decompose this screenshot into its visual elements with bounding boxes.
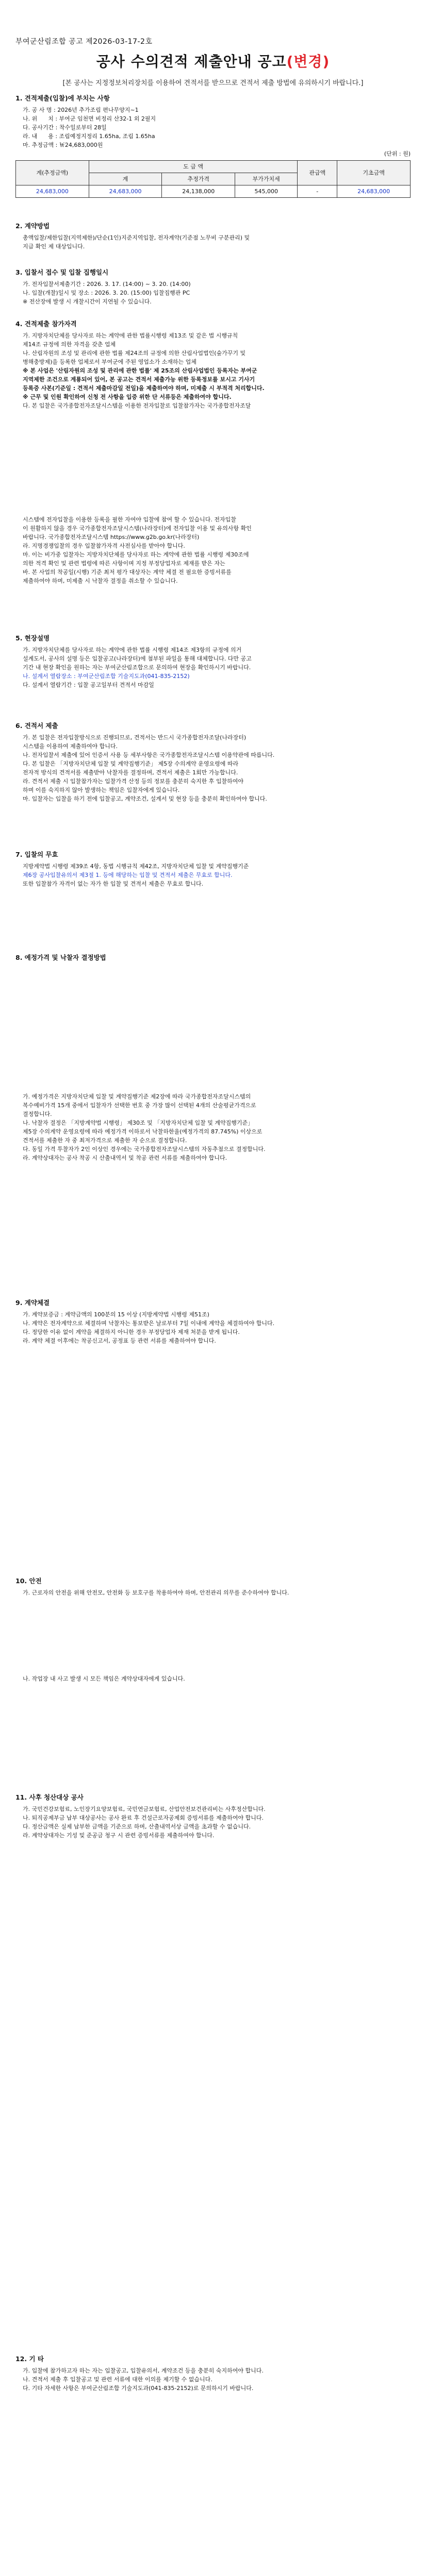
s4-line: ※ 근무 및 인원 확인하여 신청 전 사항을 입증 위한 단 서류등은 제출하여야 합니다. — [23, 394, 232, 400]
section-heading: 1. 견적제출(입찰)에 부치는 사항 — [15, 94, 110, 102]
table-cell: 24,138,000 — [162, 185, 235, 198]
table-cell: 545,000 — [235, 185, 298, 198]
s5-line: 다. 설계서 열람기간 : 입찰 공고일부터 견적서 마감일 — [23, 682, 154, 688]
title-main: 공사 수의견적 제출안내 공고 — [96, 53, 287, 70]
s6-line: 라. 견적서 제출 시 입찰참가자는 입찰가격 산정 등의 정보를 충분히 숙지한 후 입찰하여야 — [23, 778, 243, 785]
s4-line: 다. 본 입찰은 국가종합전자조달시스템을 이용한 전자입찰로 입찰참가자는 국가종합전자조달 — [23, 402, 251, 409]
s4b-line: 의한 적격 확인 및 관련 법령에 따른 사항이며 지정 부정당업자로 제재를 받은 자는 — [23, 560, 225, 567]
s4-line: 제14조 규정에 의한 자격을 갖춘 업체 — [23, 341, 116, 348]
section-heading: 9. 계약체결 — [15, 1299, 50, 1307]
table-header: 기초금액 — [337, 161, 411, 185]
unit-label: (단위 : 원) — [384, 150, 411, 157]
s8-line: 결정합니다. — [23, 1111, 52, 1117]
table-header: 계(추정금액) — [16, 161, 89, 185]
s3-line: ※ 전산장애 발생 시 개찰시간이 지연될 수 있습니다. — [23, 298, 152, 305]
s8-line: 복수예비가격 15개 중에서 입찰자가 선택한 번호 중 가장 많이 선택된 4개의 산술평균가격으로 — [23, 1102, 256, 1109]
s11-line: 나. 퇴직공제부금 납부 대상공사는 공사 완료 후 건설근로자공제회 증빙서류를 제출하여야 합니다. — [23, 1815, 264, 1821]
section-1 — [15, 94, 411, 201]
s3-line: 가. 전자입찰서제출기간 : 2026. 3. 17. (14:00) ~ 3. 20. (14:00) — [23, 281, 191, 287]
section-8 — [15, 953, 411, 965]
s12-line: 가. 입찰에 참가하고자 하는 자는 입찰공고, 입찰유의서, 계약조건 등을 충분히 숙지하여야 합니다. — [23, 2367, 264, 2374]
s4-line: 병해충방제)을 등록한 업체로서 부여군에 주된 영업소가 소재하는 업체 — [23, 359, 196, 365]
s9-line: 나. 계약은 전자계약으로 체결하며 낙찰자는 통보받은 날로부터 7일 이내에 계약을 체결하여야 합니다. — [23, 1320, 275, 1327]
table-cell: 24,683,000 — [16, 185, 89, 198]
s8-line: 가. 예정가격은 지방자치단체 입찰 및 계약집행기준 제2장에 따라 국가종합전자조달시스템의 — [23, 1093, 251, 1100]
table-header: 도 급 액 — [89, 161, 298, 173]
section-10 — [15, 1577, 411, 1597]
s8-line: 제5장 수의계약 운영요령에 따라 예정가격 이하로서 낙찰하한율(예정가격의 87.745%) 이상으로 — [23, 1128, 263, 1135]
s2-line: 지급 확인 제 대상입니다. — [23, 243, 85, 250]
s5-line: 기간 내 현장 확인을 원하는 자는 부여군산림조합으로 문의하여 현장을 확인하시기 바랍니다. — [23, 664, 251, 671]
s8-line: 견적서를 제출한 자 중 최저가격으로 제출한 자 순으로 결정합니다. — [23, 1137, 187, 1144]
s1-line: 라. 내 용 : 조림예정지정리 1.65ha, 조림 1.65ha — [23, 133, 155, 140]
s4-line: ※ 본 사업은 '산림자원의 조성 및 관리에 관한 법률' 제 25조의 산림사업법인 등록자는 부여군 — [23, 367, 257, 374]
title-changed-badge: (변경) — [286, 53, 330, 70]
section-5 — [15, 634, 411, 689]
s3-line: 나. 입찰(개찰)일시 및 장소 : 2026. 3. 20. (15:00) 입찰집행관 PC — [23, 290, 190, 296]
section-11 — [15, 1793, 411, 1840]
section-10-cont — [15, 1674, 411, 1683]
section-4 — [15, 319, 411, 410]
section-heading: 5. 현장설명 — [15, 634, 50, 642]
s11-line: 라. 계약상대자는 기성 및 준공금 청구 시 관련 증빙서류를 제출하여야 합니다. — [23, 1832, 215, 1839]
section-2 — [15, 222, 411, 251]
s2-line: 총액입찰/제한입찰(지역제한)/단순(1인)지준지역입찰, 전자계약(기준점 노무비 구분관리) 및 — [23, 234, 250, 241]
section-heading: 12. 기 타 — [15, 2355, 44, 2363]
section-heading: 8. 예정가격 및 낙찰자 결정방법 — [15, 954, 106, 961]
s9-line: 라. 계약 체결 이후에는 착공신고서, 공정표 등 관련 서류를 제출하여야 합니다. — [23, 1337, 216, 1344]
s5-line: 가. 지방자치단체를 당사자로 하는 계약에 관한 법률 시행령 제14조 제3항의 규정에 의거 — [23, 647, 242, 653]
table-cell: - — [298, 185, 337, 198]
s4b-line: 이 원활하지 않을 경우 국가종합전자조달시스템(나라장터)에 전자입찰 이용 및 유의사항 확인 — [23, 525, 252, 532]
section-heading: 10. 안전 — [15, 1577, 42, 1585]
s4b-line: 시스템에 전자입찰을 이용한 등록을 필한 자여야 입찰에 참여 할 수 있습니다. 전자입찰 — [23, 516, 236, 523]
s10-line: 가. 근로자의 안전을 위해 안전모, 안전화 등 보호구를 착용하여야 하며, 안전관리 의무를 준수하여야 합니다. — [23, 1589, 289, 1596]
s9-line: 다. 정당한 이유 없이 계약을 체결하지 아니한 경우 부정당업자 제재 처분을 받게 됩니다. — [23, 1329, 240, 1335]
s6-line: 전자적 방식의 견적서를 제출받아 낙찰자를 결정하며, 견적서 제출은 1회만 가능합니다. — [23, 769, 238, 776]
page-title — [0, 50, 426, 71]
section-heading: 3. 입찰서 접수 및 입찰 집행일시 — [15, 268, 109, 276]
s4b-line: 제출하여야 하며, 미제출 시 낙찰자 결정을 취소할 수 있습니다. — [23, 578, 178, 584]
table-cell: 24,683,000 — [89, 185, 162, 198]
section-6 — [15, 721, 411, 803]
section-heading: 2. 계약방법 — [15, 222, 50, 230]
s9-line: 가. 계약보증금 : 계약금액의 100분의 15 이상 (지방계약법 시행령 제51조) — [23, 1311, 209, 1318]
notice-number: 부여군산림조합 공고 제2026-03-17-2호 — [15, 38, 153, 46]
s4-line: 가. 지방자치단체를 당사자로 하는 계약에 관한 법률시행령 제13조 및 같은 법 시행규칙 — [23, 332, 238, 339]
s1-line: 가. 공 사 명 : 2026년 추가조림 편나무양지~1 — [23, 107, 139, 113]
section-heading: 11. 사후 청산대상 공사 — [15, 1793, 84, 1801]
section-heading: 4. 견적제출 참가자격 — [15, 320, 77, 328]
section-7 — [15, 850, 411, 888]
s8-line: 라. 계약상대자는 공사 착공 시 산출내역서 및 착공 관련 서류를 제출하여야 합니다. — [23, 1155, 227, 1161]
amount-table — [15, 160, 411, 198]
subtitle: [본 공사는 지정정보처리장치를 이용하여 견적서를 받으므로 견적서 제출 방법에 유의하시기 바랍니다.] — [62, 79, 364, 87]
section-heading: 6. 견적서 제출 — [15, 722, 58, 730]
section-4-cont — [15, 515, 411, 585]
table-header: 계 — [89, 173, 162, 185]
s6-line: 시스템을 이용하여 제출하여야 합니다. — [23, 743, 118, 750]
s6-line: 나. 전자입찰서 제출에 있어 인증서 사용 등 세부사항은 국가종합전자조달시스템 이용약관에 따릅니다. — [23, 752, 275, 758]
s7-line: 지방계약법 시행령 제39조 4항, 동법 시행규칙 제42조, 지방자치단체 입찰 및 계약집행기준 — [23, 863, 249, 870]
s1-line: 다. 공사기간 : 착수일로부터 28일 — [23, 124, 107, 131]
s6-line: 마. 입찰자는 입찰을 하기 전에 입찰공고, 계약조건, 설계서 및 현장 등을 충분히 확인하여야 합니다. — [23, 795, 267, 802]
s4b-line: 라. 지명경쟁입찰의 경우 입찰참가자격 사전심사를 받아야 합니다. — [23, 543, 185, 549]
s12-line: 나. 견적서 제출 후 입찰공고 및 관련 서류에 대한 이의를 제기할 수 없습니다. — [23, 2376, 212, 2383]
s4-line: 나. 산림자원의 조성 및 관리에 관한 법률 제24조의 규정에 의한 산림사업법인(숲가꾸기 및 — [23, 350, 246, 357]
s6-line: 다. 본 입찰은 「지방자치단체 입찰 및 계약집행기준」 제5장 수의계약 운영요령에 따라 — [23, 760, 239, 767]
table-cell: 24,683,000 — [337, 185, 411, 198]
table-header: 관급액 — [298, 161, 337, 185]
s4b-line: 바랍니다. 국가종합전자조달시스템 https://www.g2b.go.kr(나라장터) — [23, 534, 200, 540]
s7-line: 또한 입찰참가 자격이 없는 자가 한 입찰 및 견적서 제출은 무효로 합니다. — [23, 880, 204, 887]
s1-line: 나. 위 치 : 부여군 임천면 비정리 산32-1 외 2필지 — [23, 115, 156, 122]
section-3 — [15, 268, 411, 306]
section-9 — [15, 1298, 411, 1345]
table-header: 부가가치세 — [235, 173, 298, 185]
s8-line: 다. 동일 가격 투찰자가 2인 이상인 경우에는 국가종합전자조달시스템의 자동추첨으로 결정합니다. — [23, 1146, 266, 1153]
s10-line: 나. 작업장 내 사고 발생 시 모든 책임은 계약상대자에게 있습니다. — [23, 1675, 185, 1682]
section-8-body — [15, 1092, 411, 1162]
s5-line: 나. 설계서 열람장소 : 부여군산림조합 기술지도과(041-835-2152) — [23, 673, 190, 680]
s6-line: 가. 본 입찰은 전자입찰방식으로 진행되므로, 견적서는 반드시 국가종합전자조달(나라장터) — [23, 734, 247, 741]
s11-line: 다. 정산금액은 실제 납부한 금액을 기준으로 하며, 산출내역서상 금액을 초과할 수 없습니다. — [23, 1823, 251, 1830]
s7-line: 제6장 공사입찰유의서 제3절 1. 등에 해당하는 입찰 및 견적서 제출은 무효로 합니다. — [23, 872, 233, 878]
table-header: 추정가격 — [162, 173, 235, 185]
s4b-line: 바. 본 사업의 착공일(시행) 기준 최저 평가 대상자는 계약 체결 전 필요한 증빙서류를 — [23, 569, 232, 575]
section-12 — [15, 2354, 411, 2393]
s5-line: 설계도서, 공사의 설명 등은 입찰공고(나라장터)에 첨부된 파일을 통해 대체합니다. 다만 공고 — [23, 655, 252, 662]
s6-line: 하며 이를 숙지하지 않아 발생하는 책임은 입찰자에게 있습니다. — [23, 787, 180, 793]
s4b-line: 마. 이는 비가중 입찰자는 지방자치단체를 당사자로 하는 계약에 관한 법률 시행령 제30조에 — [23, 551, 249, 558]
s4-line: 지역제한 조건으로 계룡되어 있어, 본 공고는 견적서 제출가능 위한 등록정보를 보시고 기사기 — [23, 376, 255, 383]
s8-line: 나. 낙찰자 결정은 「지방계약법 시행령」 제30조 및 「지방자치단체 입찰 및 계약집행기준」 — [23, 1120, 254, 1126]
s11-line: 가. 국민건강보험료, 노인장기요양보험료, 국민연금보험료, 산업안전보건관리비는 사후정산합니다. — [23, 1806, 266, 1812]
section-heading: 7. 입찰의 무효 — [15, 851, 58, 858]
s4-line: 등록증 사본(기준일 : 견적서 제출마감일 전일)을 제출하여야 하며, 미제출 시 부적격 처리합니다. — [23, 385, 265, 392]
s12-line: 다. 기타 자세한 사항은 부여군산림조합 기술지도과(041-835-2152)로 문의하시기 바랍니다. — [23, 2385, 254, 2392]
s1-line: 마. 추정금액 : ￦24,683,000원 — [23, 142, 103, 148]
